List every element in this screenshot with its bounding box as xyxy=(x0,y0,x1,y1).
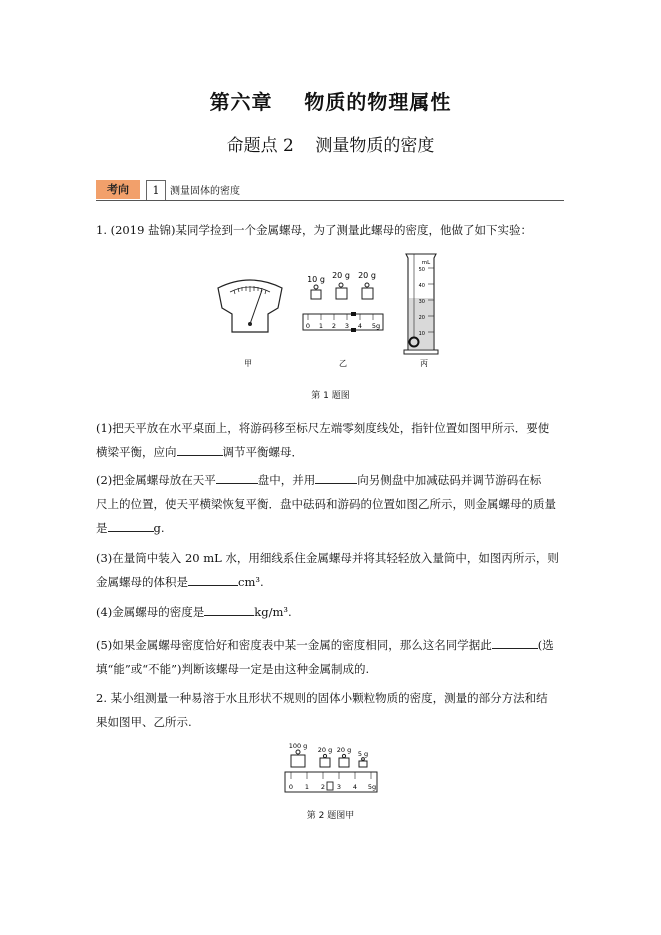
question-2-figure xyxy=(283,738,379,796)
slider-rider xyxy=(351,312,356,316)
weight-label: 100 g xyxy=(288,742,308,750)
text-span: cm³. xyxy=(238,575,264,589)
ruler-tick-label: 2 xyxy=(331,322,337,330)
topic-tag-label: 考向 xyxy=(96,180,140,199)
answer-blank xyxy=(204,603,254,616)
question-1-figure xyxy=(210,252,450,372)
water-level xyxy=(409,298,433,349)
figure-label-bing: 丙 xyxy=(420,359,428,368)
answer-blank xyxy=(188,573,238,586)
text-span: 横梁平衡，应向 xyxy=(96,445,177,459)
question-1-part-3 xyxy=(96,546,566,594)
slider-rider xyxy=(327,782,333,790)
weight-label: 20 g xyxy=(332,271,350,280)
text-span: (4)金属螺母的密度是 xyxy=(96,605,205,619)
text-span: 盘中，并用 xyxy=(257,473,316,487)
answer-blank xyxy=(177,443,223,456)
ruler-tick-label: 1 xyxy=(304,783,310,791)
text-span: 填“能”或“不能”)判断该螺母一定是由这种金属制成的. xyxy=(96,662,370,676)
text-span: 调节平衡螺母． xyxy=(222,445,303,459)
answer-blank xyxy=(492,636,538,649)
weight-label: 20 g xyxy=(336,746,352,754)
weight-label: 20 g xyxy=(317,746,333,754)
ruler-tick-label: 0 xyxy=(288,783,294,791)
text-span: 是 xyxy=(96,521,108,535)
text-span: (选 xyxy=(537,638,554,652)
ruler-tick-label: 2 xyxy=(320,783,326,791)
cylinder-tick-label: 10 xyxy=(418,331,425,337)
text-span: 尺上的位置，使天平横梁恢复平衡．盘中砝码和游码的位置如图乙所示，则金属螺母的质量 xyxy=(96,497,556,511)
text-span: kg/m³. xyxy=(254,605,292,619)
answer-blank xyxy=(108,519,154,532)
weight-label: 10 g xyxy=(307,275,325,284)
figure-2-caption: 第 2 题图甲 xyxy=(306,811,355,821)
topic-tag-row xyxy=(96,180,564,201)
text-span: 2. 某小组测量一种易溶于水且形状不规则的固体小颗粒物质的密度，测量的部分方法和结 xyxy=(96,691,548,705)
question-1-part-1 xyxy=(96,416,566,464)
cylinder-unit: mL xyxy=(421,260,431,266)
text-span: g. xyxy=(153,521,165,535)
weights-and-ruler-diagram xyxy=(303,271,383,332)
ruler-tick-label: 4 xyxy=(352,783,358,791)
question-1-intro: 1. (2019 盐锦)某同学捡到一个金属螺母，为了测量此螺母的密度，他做了如下实验： xyxy=(96,223,533,237)
ruler-tick-label: 5g xyxy=(371,322,381,330)
answer-blank xyxy=(315,471,357,484)
question-1-part-4 xyxy=(96,600,566,624)
text-span: 向另侧盘中加减砝码并调节游码在标 xyxy=(357,473,542,487)
topic-tag-number: 1 xyxy=(146,180,166,200)
ruler-tick-label: 5g xyxy=(367,783,377,791)
ruler-tick-label: 4 xyxy=(357,322,363,330)
weight-label: 5 g xyxy=(357,750,369,758)
text-span: (2)把金属螺母放在天平 xyxy=(96,473,216,487)
cylinder-tick-label: 30 xyxy=(418,299,425,305)
ruler-tick-label: 0 xyxy=(305,322,311,330)
figure-label-jia: 甲 xyxy=(244,359,252,368)
ruler-tick-label: 3 xyxy=(344,322,350,330)
question-2-text xyxy=(96,686,566,734)
ruler-tick-label: 1 xyxy=(318,322,324,330)
text-span: (1)把天平放在水平桌面上，将游码移至标尺左端零刻度线处，指针位置如图甲所示．要使 xyxy=(96,421,550,435)
cylinder-tick-label: 40 xyxy=(418,283,425,289)
cylinder-tick-label: 20 xyxy=(418,315,425,321)
answer-blank xyxy=(216,471,258,484)
question-1-part-5 xyxy=(96,633,566,681)
measuring-cylinder-diagram xyxy=(404,254,438,354)
text-span: (5)如果金属螺母密度恰好和密度表中某一金属的密度相同，那么这名同学据此 xyxy=(96,638,492,652)
question-1-part-2 xyxy=(96,468,566,540)
ruler-tick-label: 3 xyxy=(336,783,342,791)
text-span: 果如图甲、乙所示. xyxy=(96,715,192,729)
balance-dial-diagram xyxy=(218,280,282,332)
topic-tag-text: 测量固体的密度 xyxy=(170,186,240,197)
weight-label: 20 g xyxy=(358,271,376,280)
text-span: 金属螺母的体积是 xyxy=(96,575,188,589)
text-span: (3)在量筒中装入 20 mL 水，用细线系住金属螺母并将其轻轻放入量筒中，如图丙所示，则 xyxy=(96,551,559,565)
section-subtitle: 命题点 2 测量物质的密度 xyxy=(226,136,435,156)
cylinder-tick-label: 50 xyxy=(418,267,425,273)
chapter-title: 第六章 物质的物理属性 xyxy=(209,90,452,114)
figure-1-caption: 第 1 题图 xyxy=(311,391,350,401)
figure-label-yi: 乙 xyxy=(339,359,347,368)
